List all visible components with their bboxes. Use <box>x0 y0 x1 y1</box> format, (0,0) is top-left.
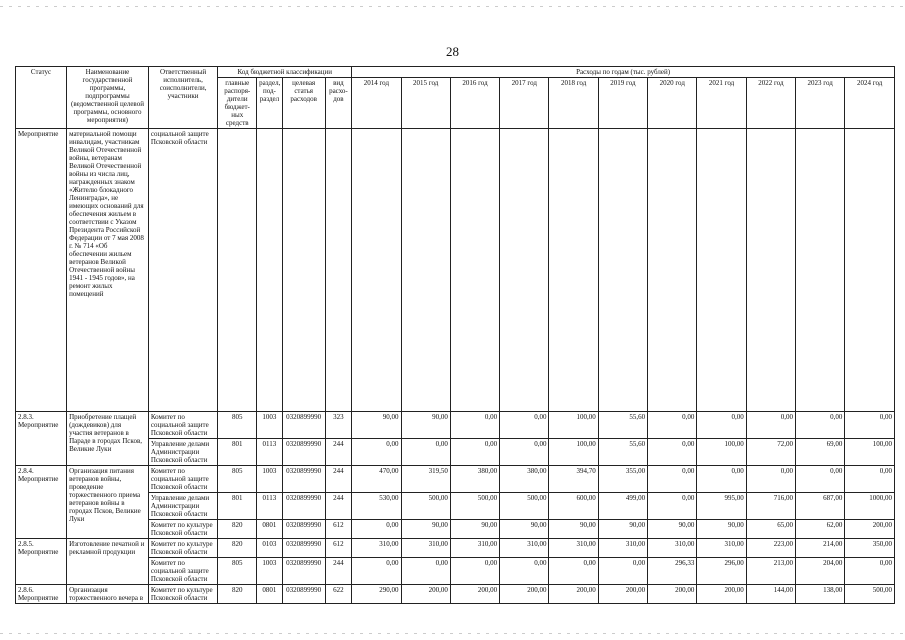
header-target: целевая статья расходов <box>282 78 325 129</box>
activity-name-cell: Организация питания ветеранов войны, проведение торжественного приема ветеранов войны в городах Псков, Великие Луки <box>67 466 149 539</box>
section-cell: 0801 <box>257 585 283 604</box>
grbs-cell: 805 <box>218 466 257 493</box>
year-value-cell: 55,60 <box>598 412 647 439</box>
executor-cell: Комитет по социальной защите Псковской области <box>148 558 217 585</box>
year-value-cell: 355,00 <box>598 466 647 493</box>
status-cell: 2.8.3. Мероприятие <box>16 412 67 466</box>
expense-type-cell: 612 <box>325 520 352 539</box>
year-value-cell: 296,00 <box>697 558 746 585</box>
header-year: 2022 год <box>746 78 795 129</box>
year-value-cell: 470,00 <box>352 466 401 493</box>
year-value-cell: 200,00 <box>500 585 549 604</box>
year-value-cell: 213,00 <box>746 558 795 585</box>
year-value-cell: 0,00 <box>549 558 598 585</box>
header-year: 2024 год <box>845 78 895 129</box>
table-row <box>16 585 895 604</box>
year-value-cell: 0,00 <box>648 493 697 520</box>
grbs-cell: 801 <box>218 493 257 520</box>
year-value-cell <box>549 129 598 412</box>
year-value-cell: 0,00 <box>450 412 499 439</box>
year-value-cell <box>648 129 697 412</box>
year-value-cell: 687,00 <box>796 493 845 520</box>
expense-type-cell: 323 <box>325 412 352 439</box>
grbs-cell: 820 <box>218 539 257 558</box>
header-section: раздел, под-раздел <box>257 78 283 129</box>
year-value-cell: 310,00 <box>648 539 697 558</box>
year-value-cell: 200,00 <box>845 520 895 539</box>
section-cell: 0103 <box>257 539 283 558</box>
target-cell <box>282 129 325 412</box>
year-value-cell: 310,00 <box>450 539 499 558</box>
target-cell: 0320899990 <box>282 558 325 585</box>
page-number: 28 <box>446 44 459 59</box>
year-value-cell: 0,00 <box>697 466 746 493</box>
year-value-cell: 296,33 <box>648 558 697 585</box>
year-value-cell: 0,00 <box>796 466 845 493</box>
year-value-cell: 310,00 <box>401 539 450 558</box>
executor-cell: Комитет по культуре Псковской области <box>148 539 217 558</box>
year-value-cell: 90,00 <box>500 520 549 539</box>
expense-type-cell: 244 <box>325 558 352 585</box>
expense-type-cell <box>325 129 352 412</box>
header-year: 2015 год <box>401 78 450 129</box>
year-value-cell: 223,00 <box>746 539 795 558</box>
status-cell: 2.8.5. Мероприятие <box>16 539 67 585</box>
budget-table <box>15 66 895 604</box>
year-value-cell: 350,00 <box>845 539 895 558</box>
year-value-cell: 310,00 <box>598 539 647 558</box>
target-cell: 0320899990 <box>282 493 325 520</box>
year-value-cell: 0,00 <box>598 558 647 585</box>
year-value-cell: 200,00 <box>598 585 647 604</box>
status-cell: 2.8.6. Мероприятие <box>16 585 67 604</box>
grbs-cell: 820 <box>218 585 257 604</box>
year-value-cell: 0,00 <box>450 439 499 466</box>
header-expense-type: вид расхо-дов <box>325 78 352 129</box>
year-value-cell: 90,00 <box>697 520 746 539</box>
year-value-cell: 72,00 <box>746 439 795 466</box>
header-grbs: главные распоря-дители бюджет-ных средств <box>218 78 257 129</box>
year-value-cell: 500,00 <box>845 585 895 604</box>
year-value-cell: 0,00 <box>796 412 845 439</box>
section-cell <box>257 129 283 412</box>
year-value-cell: 500,00 <box>500 493 549 520</box>
header-status: Статус <box>16 67 67 129</box>
year-value-cell: 0,00 <box>352 558 401 585</box>
status-cell: 2.8.4. Мероприятие <box>16 466 67 539</box>
section-cell: 1003 <box>257 466 283 493</box>
target-cell: 0320899990 <box>282 539 325 558</box>
year-value-cell: 0,00 <box>746 412 795 439</box>
year-value-cell: 0,00 <box>648 439 697 466</box>
year-value-cell: 0,00 <box>500 412 549 439</box>
year-value-cell: 0,00 <box>352 520 401 539</box>
year-value-cell: 100,00 <box>845 439 895 466</box>
table-header <box>16 67 895 129</box>
table-row <box>16 412 895 439</box>
year-value-cell: 0,00 <box>845 558 895 585</box>
target-cell: 0320899990 <box>282 439 325 466</box>
expense-type-cell: 244 <box>325 439 352 466</box>
status-cell: Мероприятие <box>16 129 67 412</box>
year-value-cell: 0,00 <box>845 466 895 493</box>
year-value-cell: 0,00 <box>746 466 795 493</box>
year-value-cell: 380,00 <box>500 466 549 493</box>
activity-name-cell: Организация торжественного вечера в <box>67 585 149 604</box>
year-value-cell: 319,50 <box>401 466 450 493</box>
executor-cell: Комитет по социальной защите Псковской области <box>148 466 217 493</box>
executor-cell: Комитет по социальной защите Псковской области <box>148 412 217 439</box>
year-value-cell: 500,00 <box>450 493 499 520</box>
year-value-cell: 100,00 <box>549 412 598 439</box>
year-value-cell: 90,00 <box>401 520 450 539</box>
scan-noise-bottom <box>0 633 905 634</box>
expense-type-cell: 244 <box>325 466 352 493</box>
year-value-cell: 90,00 <box>549 520 598 539</box>
year-value-cell: 0,00 <box>500 558 549 585</box>
section-cell: 0801 <box>257 520 283 539</box>
activity-name-cell: материальной помощи инвалидам, участникам Великой Отечественной войны, ветеранам Великой Отечественной войны из числа лиц, награжденных знаком «Жителю блокадного Ленинграда», не имеющих оснований для обеспечения жильем в соответствии с Указом Президента Российской Федерации от 7 мая 2008 г. № 714 «Об обеспечении жильем ветеранов Великой Отечественной войны 1941 - 1945 годов», на ремонт жилых помещений <box>67 129 149 412</box>
year-value-cell: 204,00 <box>796 558 845 585</box>
year-value-cell: 200,00 <box>697 585 746 604</box>
grbs-cell: 801 <box>218 439 257 466</box>
year-value-cell: 144,00 <box>746 585 795 604</box>
year-value-cell: 90,00 <box>648 520 697 539</box>
year-value-cell: 0,00 <box>352 439 401 466</box>
year-value-cell <box>697 129 746 412</box>
year-value-cell <box>796 129 845 412</box>
activity-name-cell: Изготовление печатной и рекламной продукции <box>67 539 149 585</box>
year-value-cell: 214,00 <box>796 539 845 558</box>
table-body <box>16 129 895 604</box>
scan-noise-top <box>0 6 905 7</box>
year-value-cell <box>845 129 895 412</box>
year-value-cell: 0,00 <box>648 466 697 493</box>
section-cell: 1003 <box>257 412 283 439</box>
header-year: 2018 год <box>549 78 598 129</box>
year-value-cell: 500,00 <box>401 493 450 520</box>
year-value-cell: 530,00 <box>352 493 401 520</box>
grbs-cell <box>218 129 257 412</box>
year-value-cell: 100,00 <box>549 439 598 466</box>
year-value-cell <box>450 129 499 412</box>
year-value-cell: 0,00 <box>401 439 450 466</box>
activity-name-cell: Приобретение плащей (дождевиков) для участия ветеранов в Параде в городах Псков, Великие Луки <box>67 412 149 466</box>
year-value-cell: 394,70 <box>549 466 598 493</box>
year-value-cell: 600,00 <box>549 493 598 520</box>
year-value-cell: 100,00 <box>697 439 746 466</box>
expense-type-cell: 244 <box>325 493 352 520</box>
header-year: 2020 год <box>648 78 697 129</box>
header-expenses: Расходы по годам (тыс. рублей) <box>352 67 895 78</box>
year-value-cell: 310,00 <box>500 539 549 558</box>
header-year: 2014 год <box>352 78 401 129</box>
target-cell: 0320899990 <box>282 412 325 439</box>
header-year: 2016 год <box>450 78 499 129</box>
executor-cell: Управление делами Администрации Псковской области <box>148 439 217 466</box>
grbs-cell: 805 <box>218 412 257 439</box>
year-value-cell: 200,00 <box>401 585 450 604</box>
year-value-cell: 310,00 <box>549 539 598 558</box>
grbs-cell: 805 <box>218 558 257 585</box>
year-value-cell: 0,00 <box>648 412 697 439</box>
section-cell: 1003 <box>257 558 283 585</box>
target-cell: 0320899990 <box>282 520 325 539</box>
executor-cell: социальной защите Псковской области <box>148 129 217 412</box>
year-value-cell <box>401 129 450 412</box>
year-value-cell: 200,00 <box>549 585 598 604</box>
year-value-cell <box>500 129 549 412</box>
year-value-cell: 0,00 <box>697 412 746 439</box>
year-value-cell: 290,00 <box>352 585 401 604</box>
section-cell: 0113 <box>257 493 283 520</box>
year-value-cell <box>746 129 795 412</box>
executor-cell: Управление делами Администрации Псковской области <box>148 493 217 520</box>
year-value-cell: 90,00 <box>352 412 401 439</box>
header-year: 2021 год <box>697 78 746 129</box>
header-executor: Ответственный исполнитель, соисполнители, участники <box>148 67 217 129</box>
year-value-cell: 90,00 <box>450 520 499 539</box>
table-row <box>16 466 895 493</box>
year-value-cell: 62,00 <box>796 520 845 539</box>
grbs-cell: 820 <box>218 520 257 539</box>
year-value-cell: 55,60 <box>598 439 647 466</box>
year-value-cell <box>598 129 647 412</box>
year-value-cell: 65,00 <box>746 520 795 539</box>
year-value-cell: 90,00 <box>401 412 450 439</box>
year-value-cell: 0,00 <box>450 558 499 585</box>
year-value-cell: 90,00 <box>598 520 647 539</box>
year-value-cell: 200,00 <box>450 585 499 604</box>
year-value-cell: 0,00 <box>401 558 450 585</box>
year-value-cell: 1000,00 <box>845 493 895 520</box>
target-cell: 0320899990 <box>282 585 325 604</box>
expense-type-cell: 622 <box>325 585 352 604</box>
table-row <box>16 539 895 558</box>
year-value-cell: 310,00 <box>697 539 746 558</box>
header-year: 2019 год <box>598 78 647 129</box>
header-name: Наименование государственной программы, подпрограммы (ведомственной целевой программы, основного мероприятия) <box>67 67 149 129</box>
table-row <box>16 129 895 412</box>
year-value-cell: 69,00 <box>796 439 845 466</box>
year-value-cell: 499,00 <box>598 493 647 520</box>
year-value-cell: 200,00 <box>648 585 697 604</box>
year-value-cell: 380,00 <box>450 466 499 493</box>
executor-cell: Комитет по культуре Псковской области <box>148 520 217 539</box>
year-value-cell: 0,00 <box>500 439 549 466</box>
executor-cell: Комитет по культуре Псковской области <box>148 585 217 604</box>
expense-type-cell: 612 <box>325 539 352 558</box>
year-value-cell: 138,00 <box>796 585 845 604</box>
year-value-cell: 0,00 <box>845 412 895 439</box>
section-cell: 0113 <box>257 439 283 466</box>
header-budget-code: Код бюджетной классификации <box>218 67 352 78</box>
year-value-cell <box>352 129 401 412</box>
year-value-cell: 995,00 <box>697 493 746 520</box>
year-value-cell: 716,00 <box>746 493 795 520</box>
header-year: 2023 год <box>796 78 845 129</box>
target-cell: 0320899990 <box>282 466 325 493</box>
year-value-cell: 310,00 <box>352 539 401 558</box>
header-year: 2017 год <box>500 78 549 129</box>
